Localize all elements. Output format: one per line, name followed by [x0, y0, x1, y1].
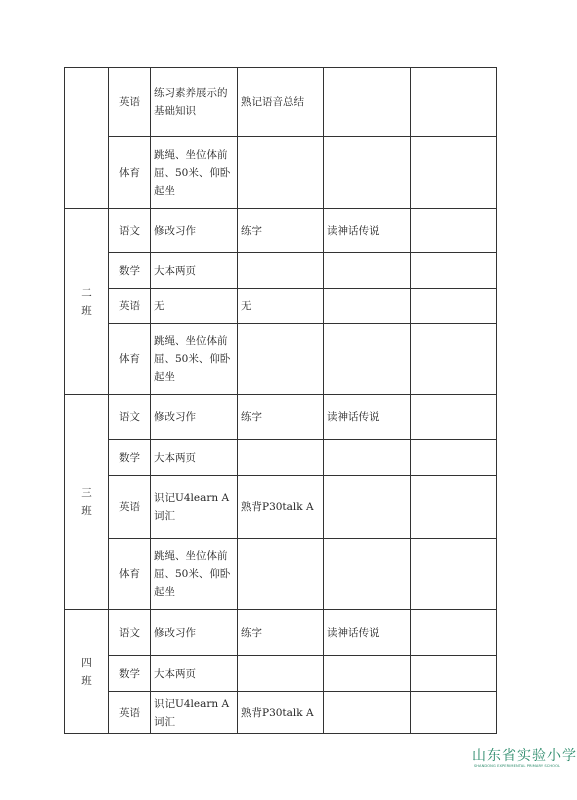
task-cell: [411, 253, 497, 289]
task-cell: [324, 324, 411, 395]
school-logo-english: SHANDONG EXPERIMENTAL PRIMARY SCHOOL: [473, 764, 561, 768]
task-cell: [324, 539, 411, 610]
task-cell: 读神话传说: [324, 610, 411, 656]
subject-cell: 英语: [109, 692, 151, 734]
task-cell: [238, 656, 324, 692]
task-cell: [411, 137, 497, 209]
table-row: [65, 137, 497, 209]
task-cell: [324, 137, 411, 209]
table-row: [65, 324, 497, 395]
class-label-suffix: 班: [81, 304, 92, 317]
table-row: [65, 395, 497, 440]
homework-table: [64, 67, 497, 734]
task-cell: [411, 539, 497, 610]
task-cell: 大本两页: [151, 656, 238, 692]
subject-cell: 英语: [109, 68, 151, 137]
task-cell: 识记U4learn A词汇: [151, 692, 238, 734]
class-label-number: 三: [81, 487, 92, 499]
table-row: [65, 539, 497, 610]
table-row: [65, 289, 497, 324]
task-cell: [411, 440, 497, 476]
table-row: [65, 68, 497, 137]
task-cell: 熟背P30talk A: [238, 476, 324, 539]
subject-cell: 英语: [109, 289, 151, 324]
task-cell: [411, 476, 497, 539]
task-cell: 识记U4learn A词汇: [151, 476, 238, 539]
subject-cell: 体育: [109, 539, 151, 610]
class-label-suffix: 班: [81, 674, 92, 687]
table-row: [65, 253, 497, 289]
task-cell: 跳绳、坐位体前屈、50米、仰卧起坐: [151, 539, 238, 610]
class-label-number: 二: [81, 286, 92, 299]
task-cell: 修改习作: [151, 395, 238, 440]
task-cell: [324, 476, 411, 539]
task-cell: 读神话传说: [324, 395, 411, 440]
task-cell: [238, 253, 324, 289]
task-cell: 练字: [238, 395, 324, 440]
task-cell: 练字: [238, 610, 324, 656]
subject-cell: 数学: [109, 440, 151, 476]
task-cell: [324, 68, 411, 137]
school-logo-text: 山东省实验小学: [472, 748, 577, 764]
task-cell: 练字: [238, 209, 324, 253]
task-cell: 熟记语音总结: [238, 68, 324, 137]
task-cell: 修改习作: [151, 209, 238, 253]
subject-cell: 语文: [109, 209, 151, 253]
task-cell: 跳绳、坐位体前屈、50米、仰卧起坐: [151, 324, 238, 395]
task-cell: [238, 324, 324, 395]
task-cell: [411, 68, 497, 137]
task-cell: 修改习作: [151, 610, 238, 656]
task-cell: [238, 539, 324, 610]
class-label-number: 四: [81, 656, 92, 669]
class-cell: [65, 610, 109, 734]
task-cell: [411, 692, 497, 734]
task-cell: [411, 209, 497, 253]
table-row: [65, 610, 497, 656]
task-cell: [411, 395, 497, 440]
class-label-suffix: 班: [81, 505, 92, 517]
task-cell: 无: [238, 289, 324, 324]
task-cell: [324, 656, 411, 692]
task-cell: [411, 656, 497, 692]
subject-cell: 数学: [109, 253, 151, 289]
subject-cell: 语文: [109, 395, 151, 440]
task-cell: 大本两页: [151, 440, 238, 476]
table-row: [65, 476, 497, 539]
class-cell: [65, 209, 109, 395]
table-row: [65, 440, 497, 476]
class-cell: [65, 395, 109, 610]
task-cell: [238, 440, 324, 476]
task-cell: [411, 324, 497, 395]
table-row: [65, 209, 497, 253]
table-row: [65, 656, 497, 692]
task-cell: [324, 289, 411, 324]
subject-cell: 体育: [109, 137, 151, 209]
task-cell: 练习素养展示的基础知识: [151, 68, 238, 137]
table-row: [65, 692, 497, 734]
subject-cell: 语文: [109, 610, 151, 656]
school-logo: [472, 748, 577, 768]
subject-cell: 英语: [109, 476, 151, 539]
task-cell: [411, 610, 497, 656]
task-cell: 熟背P30talk A: [238, 692, 324, 734]
subject-cell: 体育: [109, 324, 151, 395]
class-cell: [65, 68, 109, 209]
task-cell: [324, 440, 411, 476]
task-cell: [324, 253, 411, 289]
task-cell: 跳绳、坐位体前屈、50米、仰卧起坐: [151, 137, 238, 209]
subject-cell: 数学: [109, 656, 151, 692]
task-cell: 读神话传说: [324, 209, 411, 253]
task-cell: 无: [151, 289, 238, 324]
task-cell: [238, 137, 324, 209]
task-cell: [411, 289, 497, 324]
task-cell: 大本两页: [151, 253, 238, 289]
task-cell: [324, 692, 411, 734]
